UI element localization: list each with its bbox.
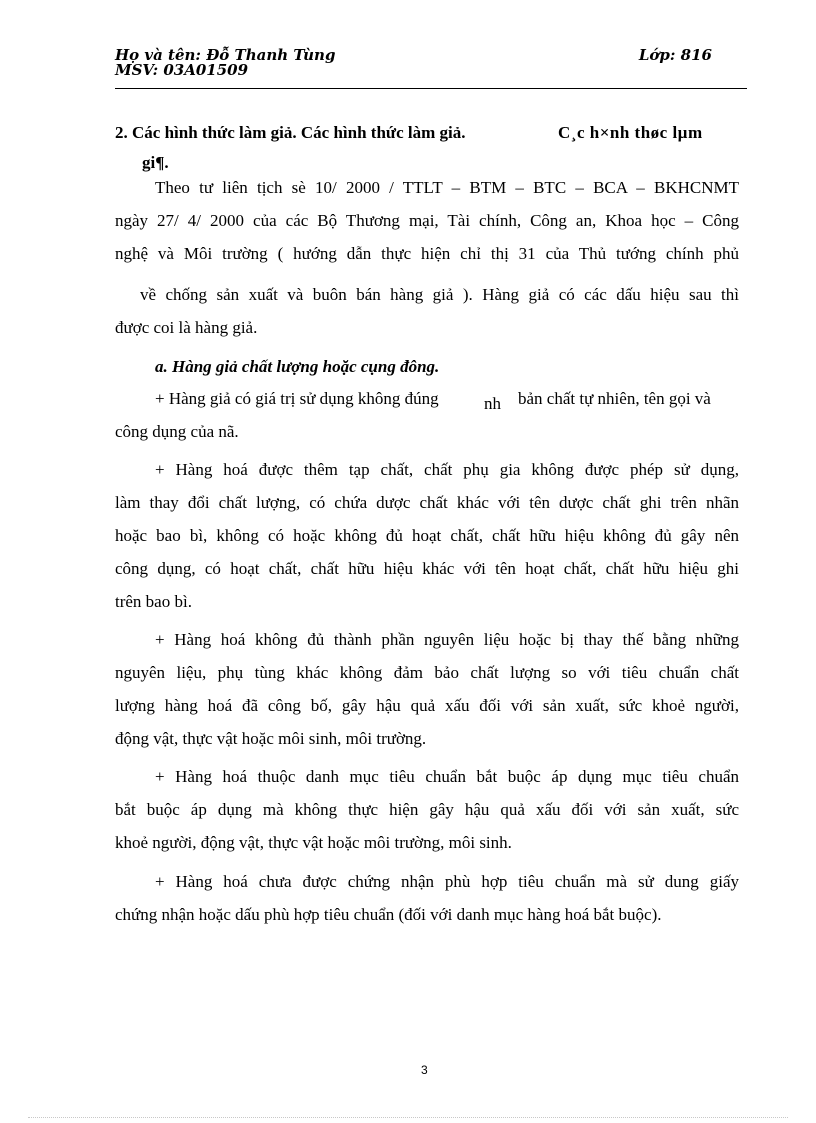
intro-line: [115, 244, 739, 264]
text-line: lượng hàng hoá đã công bố, gây hậu quả xấu đối với sản xuất, sức khoẻ người,: [115, 696, 739, 715]
student-id: MSV: 03A01509: [115, 61, 249, 79]
student-name: Họ và tên: Đỗ Thanh Tùng: [115, 46, 336, 64]
text-line: ngày 27/ 4/ 2000 của các Bộ Thương mại, Tài chính, Công an, Khoa học – Công: [115, 211, 739, 230]
p2-line: [115, 559, 739, 579]
intro-line: [140, 285, 739, 305]
intro-line: được coi là hàng giả.: [115, 318, 258, 337]
p4-line: [155, 767, 739, 787]
section-title-main: 2. Các hình thức làm giả. Các hình thức làm giả.: [115, 123, 466, 142]
p2-line: [115, 526, 739, 546]
text-line: + Hàng hoá chưa được chứng nhận phù hợp tiêu chuẩn mà sử dung giấy: [155, 872, 739, 891]
page-bottom-border: [28, 1117, 788, 1118]
text-line: làm thay đổi chất lượng, có chứa dược chất khác với tên dược chất ghi trên nhãn: [115, 493, 739, 512]
text-line: Theo tư liên tịch sè 10/ 2000 / TTLT – BTM – BTC – BCA – BKHCNMT: [155, 178, 739, 197]
p4-line: [115, 800, 739, 820]
subheading-a: a. Hàng giả chất lượng hoặc cụng đông.: [155, 357, 440, 376]
p3-line: [115, 696, 739, 716]
p1-line2: công dụng của nã.: [115, 422, 239, 441]
text-line: công dụng, có hoạt chất, chất hữu hiệu khác với tên hoạt chất, chất hữu hiệu ghi: [115, 559, 739, 578]
intro-line: [115, 211, 739, 231]
p2-line: [115, 493, 739, 513]
section-title-cont: gi¶.: [142, 153, 169, 172]
p4-line: khoẻ người, động vật, thực vật hoặc môi trường, môi sinh.: [115, 833, 512, 852]
text-line: + Hàng hoá thuộc danh mục tiêu chuẩn bắt buộc áp dụng mục tiêu chuẩn: [155, 767, 739, 786]
header-rule: [115, 88, 747, 89]
p1-line-b: bản chất tự nhiên, tên gọi và: [518, 389, 711, 408]
text-line: nguyên liệu, phụ tùng khác không đảm bảo chất lượng so với tiêu chuẩn chất: [115, 663, 739, 682]
p1-line-a: + Hàng giả có giá trị sử dụng không đúng: [155, 389, 439, 408]
page-header: [115, 44, 720, 90]
intro-line: [155, 178, 739, 198]
text-line: nghệ và Môi trường ( hướng dẫn thực hiện chỉ thị 31 của Thủ tướng chính phủ: [115, 244, 739, 263]
section-title-garbled: C¸c h×nh thøc lµm: [558, 123, 703, 142]
p1-line-nh: nh: [484, 394, 501, 413]
class-label: Lớp: 816: [638, 46, 712, 64]
p5-line: chứng nhận hoặc dấu phù hợp tiêu chuẩn (đối với danh mục hàng hoá bắt buộc).: [115, 905, 662, 924]
text-line: + Hàng hoá được thêm tạp chất, chất phụ gia không được phép sử dụng,: [155, 460, 739, 479]
p2-line: [155, 460, 739, 480]
page-number: 3: [421, 1063, 428, 1077]
p5-line: [155, 872, 739, 892]
text-line: hoặc bao bì, không có hoặc không đủ hoạt chất, chất hữu hiệu không đủ gây nên: [115, 526, 739, 545]
text-line: + Hàng hoá không đủ thành phần nguyên liệu hoặc bị thay thế bằng những: [155, 630, 739, 649]
p3-line: động vật, thực vật hoặc môi sinh, môi trường.: [115, 729, 427, 748]
p3-line: [155, 630, 739, 650]
text-line: về chống sản xuất và buôn bán hàng giả ). Hàng giả có các dấu hiệu sau thì: [140, 285, 739, 304]
p2-line: trên bao bì.: [115, 592, 192, 611]
p3-line: [115, 663, 739, 683]
text-line: bắt buộc áp dụng mà không thực hiện gây hậu quả xấu đối với sản xuất, sức: [115, 800, 739, 819]
